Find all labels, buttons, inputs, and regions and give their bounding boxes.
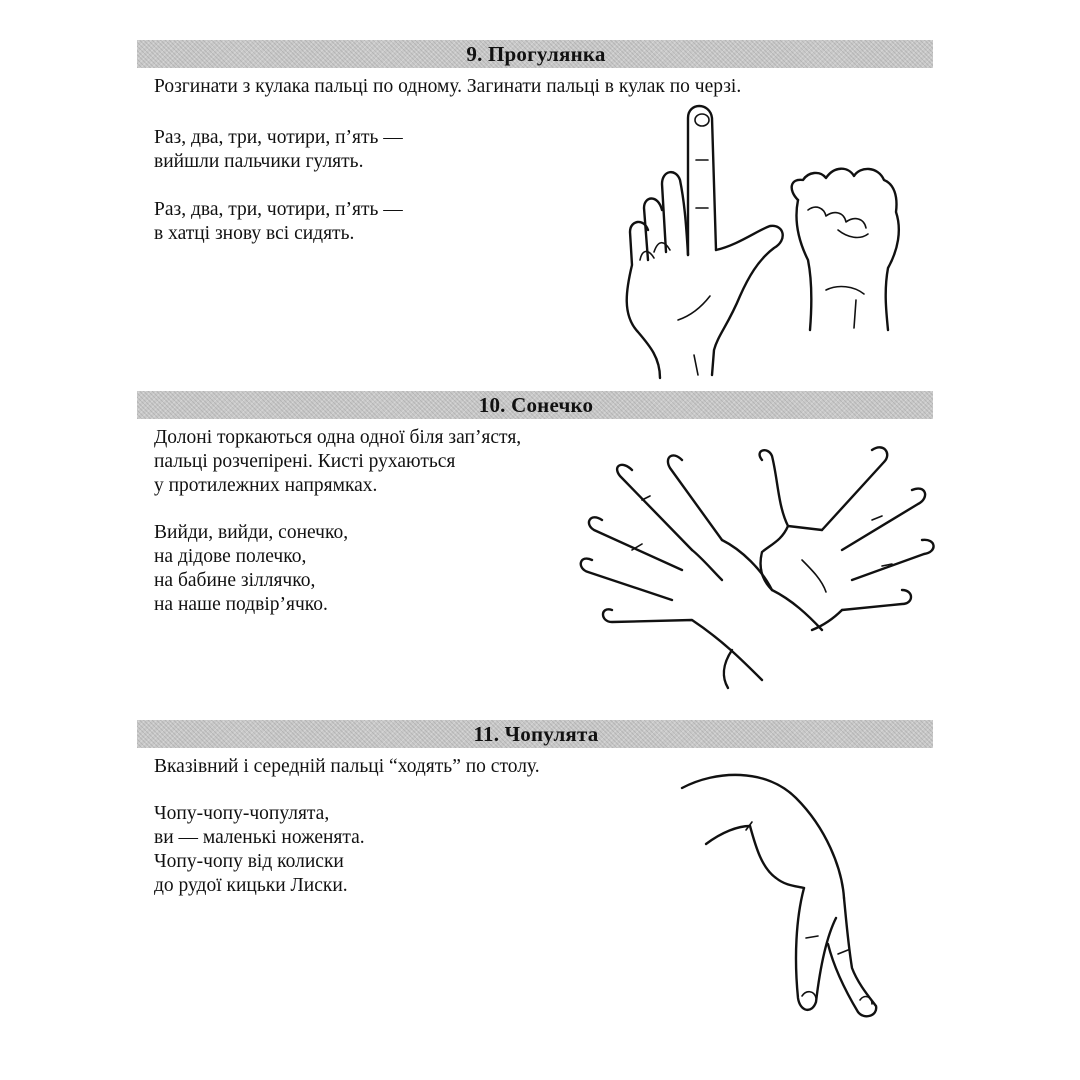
section-11-instruction-text: Вказівний і середній пальці “ходять” по столу. (154, 756, 540, 777)
verse-line: на дідове полечко, (154, 546, 307, 567)
section-9-verse-1 (154, 126, 403, 174)
section-10-verse (154, 521, 348, 617)
verse-line: в хатці знову всі сидять. (154, 223, 355, 244)
verse-line: Чопу-чопу-чопулята, (154, 803, 330, 824)
instruction-line: у протилежних напрямках. (154, 475, 378, 496)
section-10-title-bar (137, 391, 933, 419)
verse-line: ви — маленькі ноженята. (154, 827, 365, 848)
instruction-line: пальці розчепірені. Кисті рухаються (154, 451, 456, 472)
section-9-title: 9. Прогулянка (466, 42, 606, 66)
verse-line: до рудої кицьки Лиски. (154, 875, 348, 896)
verse-line: на бабине зіллячко, (154, 570, 316, 591)
verse-line: Чопу-чопу від колиски (154, 851, 344, 872)
verse-line: вийшли пальчики гулять. (154, 151, 364, 172)
instruction-line: Долоні торкаються одна одної біля зап’ястя, (154, 427, 522, 448)
section-10-instruction (154, 426, 521, 498)
verse-line: Раз, два, три, чотири, п’ять — (154, 127, 403, 148)
hands-index-finger-and-fist-icon (598, 100, 928, 380)
section-11-title: 11. Чопулята (473, 722, 599, 746)
section-9-title-bar (137, 40, 933, 68)
section-11-verse (154, 802, 365, 898)
section-9-instruction (154, 75, 741, 99)
verse-line: Раз, два, три, чотири, п’ять — (154, 199, 403, 220)
verse-line: Вийди, вийди, сонечко, (154, 522, 349, 543)
section-11-title-bar (137, 720, 933, 748)
section-9-verse-2 (154, 198, 403, 246)
section-10-title: 10. Сонечко (478, 393, 594, 417)
section-9-instruction-text: Розгинати з кулака пальці по одному. Загинати пальці в кулак по черзі. (154, 76, 742, 97)
walking-fingers-hand-icon (676, 768, 896, 1018)
section-11-instruction (154, 755, 540, 779)
verse-line: на наше подвір’ячко. (154, 594, 328, 615)
crossed-open-hands-icon (572, 440, 942, 690)
